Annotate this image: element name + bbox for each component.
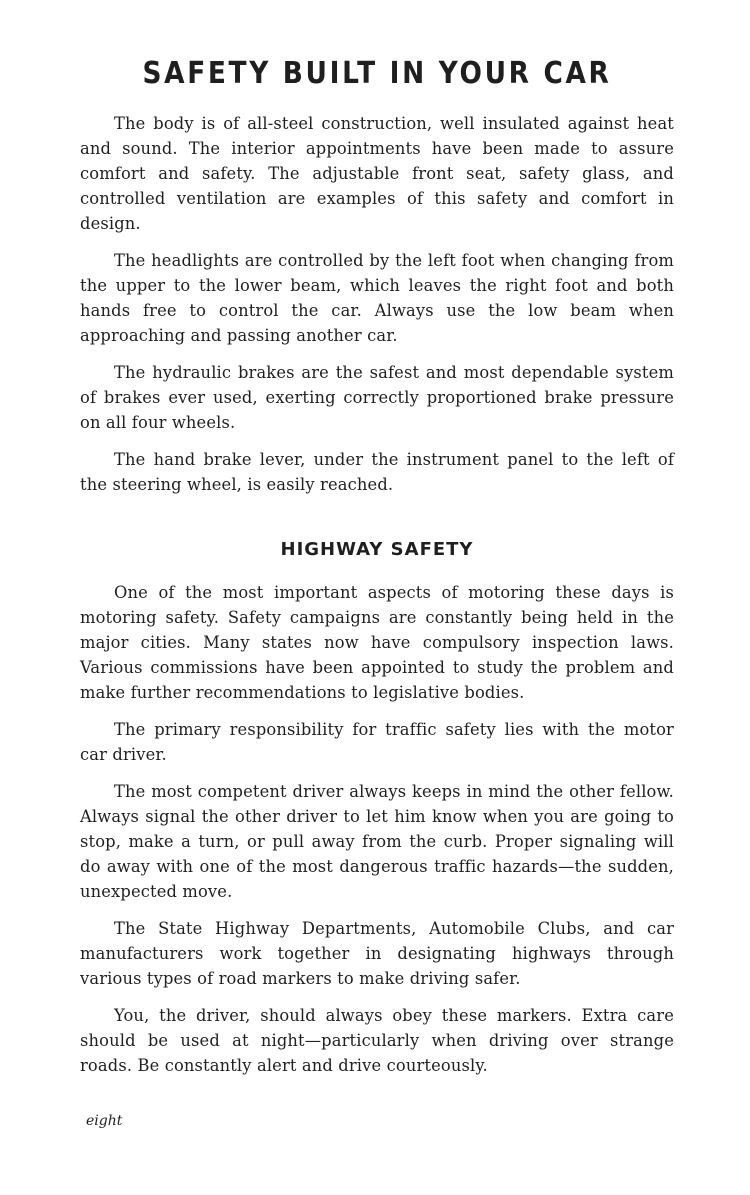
paragraph-obey-markers: You, the driver, should always obey these markers. Extra care should be used at night—particularly when driving over strange roads. Be constantly alert and drive courteously. xyxy=(80,1006,674,1075)
paragraph-driver-responsibility: The primary responsibility for traffic safety lies with the motor car driver. xyxy=(80,720,674,764)
paragraph-signaling: The most competent driver always keeps in mind the other fellow. Always signal the other driver to let him know when you are going to stop, make a turn, or pull away from the curb. Proper signaling will do away with one of the most dangerous traffic hazards—the sudden, unexpected move. xyxy=(80,782,674,901)
page-number: eight xyxy=(86,1113,123,1129)
paragraph-body-construction: The body is of all-steel construction, well insulated against heat and sound. The interior appointments have been made to assure comfort and safety. The adjustable front seat, safety glass, and controlled ventilation are examples of this safety and comfort in design. xyxy=(80,114,674,233)
paragraph-motoring-safety: One of the most important aspects of motoring these days is motoring safety. Safety campaigns are constantly being held in the major cities. Many states now have compulsory inspection laws. Various commissions have been appointed to study the problem and make further recommendations to legislative bodies. xyxy=(80,583,674,702)
page-title: SAFETY BUILT IN YOUR CAR xyxy=(142,56,612,91)
section-heading-highway-safety: HIGHWAY SAFETY xyxy=(280,539,474,560)
paragraph-headlights: The headlights are controlled by the left foot when changing from the upper to the lower beam, which leaves the right foot and both hands free to control the car. Always use the low beam when approaching and passing another car. xyxy=(80,251,674,345)
paragraph-hydraulic-brakes: The hydraulic brakes are the safest and most dependable system of brakes ever used, exerting correctly proportioned brake pressure on all four wheels. xyxy=(80,363,674,432)
paragraph-hand-brake: The hand brake lever, under the instrument panel to the left of the steering wheel, is easily reached. xyxy=(80,450,674,494)
paragraph-road-markers: The State Highway Departments, Automobile Clubs, and car manufacturers work together in designating highways through various types of road markers to make driving safer. xyxy=(80,919,674,988)
